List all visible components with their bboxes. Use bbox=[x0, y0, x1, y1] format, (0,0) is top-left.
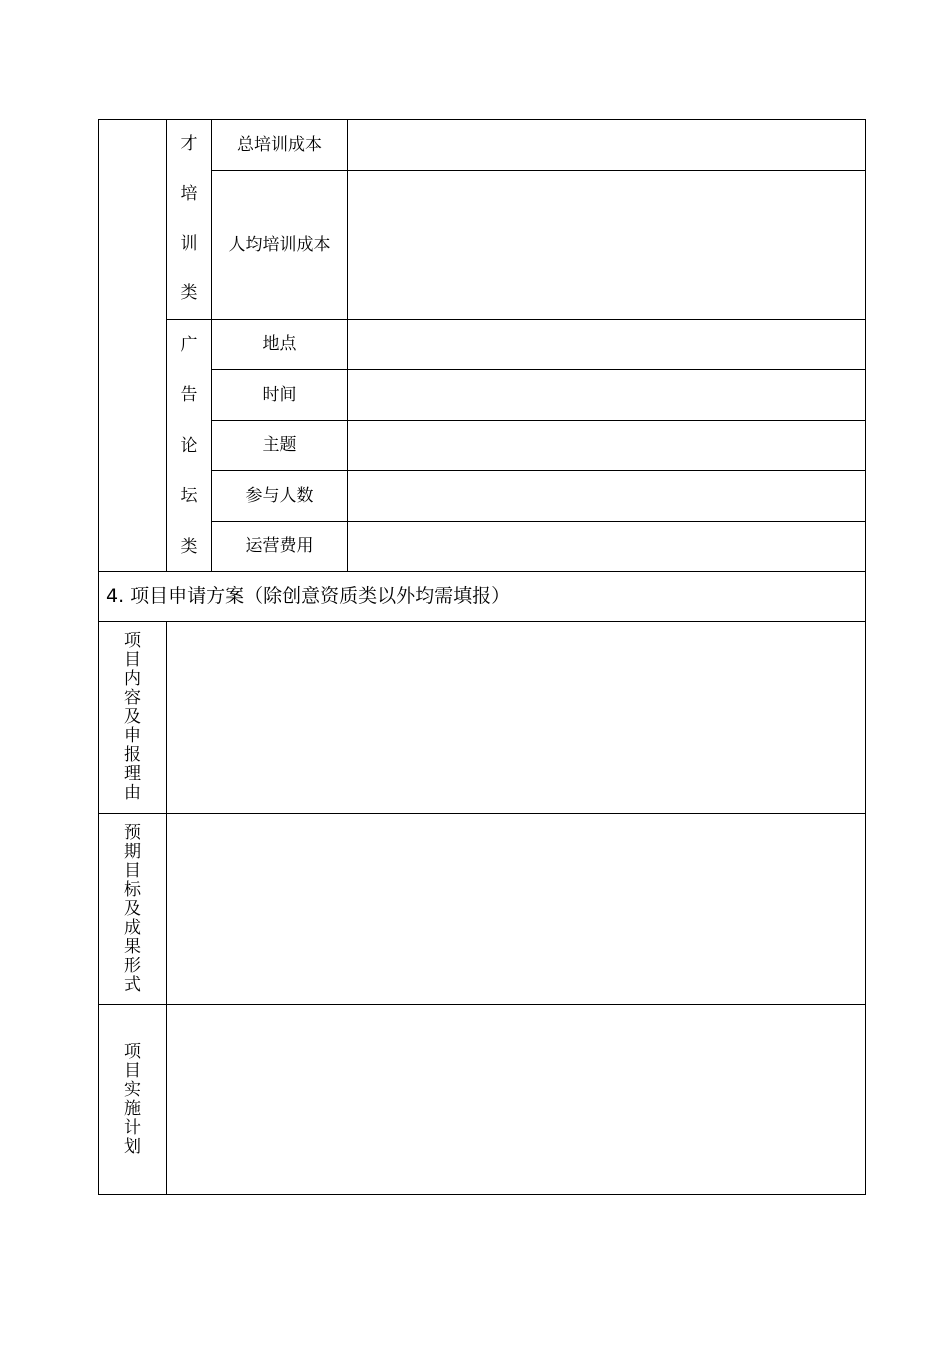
talent-training-group-char: 培 bbox=[180, 184, 198, 204]
operating-cost-label: 运营费用 bbox=[245, 536, 314, 556]
ad-forum-group-char: 坛 bbox=[180, 486, 198, 506]
ad-forum-group-char: 告 bbox=[180, 385, 198, 405]
theme-label: 主题 bbox=[262, 435, 297, 455]
ad-forum-group-char: 广 bbox=[180, 335, 198, 355]
participants-value[interactable] bbox=[348, 471, 865, 521]
table-bottom-border bbox=[98, 1194, 866, 1195]
expected-goals-value[interactable] bbox=[167, 814, 865, 1004]
operating-cost-value[interactable] bbox=[348, 522, 865, 571]
project-content-label-cell bbox=[99, 622, 166, 813]
ad-forum-group-char: 论 bbox=[180, 436, 198, 456]
section-4-title: 4. 项目申请方案（除创意资质类以外均需填报） bbox=[106, 585, 511, 607]
expected-goals-label: 预期目标及成果形式 bbox=[124, 822, 141, 995]
talent-training-group-char: 类 bbox=[180, 283, 198, 303]
implementation-plan-label-cell bbox=[99, 1005, 166, 1194]
table-right-border bbox=[865, 119, 866, 1195]
total-training-cost-label: 总培训成本 bbox=[237, 134, 322, 155]
time-value[interactable] bbox=[348, 370, 865, 420]
total-training-cost-value[interactable] bbox=[348, 120, 865, 170]
talent-training-group-char: 才 bbox=[180, 134, 198, 154]
location-label: 地点 bbox=[262, 334, 297, 354]
implementation-plan-value[interactable] bbox=[167, 1005, 865, 1194]
project-content-value[interactable] bbox=[167, 622, 865, 813]
per-capita-training-cost-value[interactable] bbox=[348, 171, 865, 319]
location-value[interactable] bbox=[348, 320, 865, 369]
time-label: 时间 bbox=[262, 384, 297, 405]
theme-value[interactable] bbox=[348, 421, 865, 470]
row-divider bbox=[98, 571, 866, 572]
participants-label: 参与人数 bbox=[245, 485, 314, 506]
per-capita-training-cost-label: 人均培训成本 bbox=[228, 234, 331, 255]
project-content-label: 项目内容及申报理由 bbox=[124, 631, 141, 803]
talent-training-group-char: 训 bbox=[180, 234, 198, 254]
expected-goals-label-cell bbox=[99, 814, 166, 1004]
implementation-plan-label: 项目实施计划 bbox=[124, 1041, 141, 1157]
ad-forum-group-char: 类 bbox=[180, 537, 198, 557]
